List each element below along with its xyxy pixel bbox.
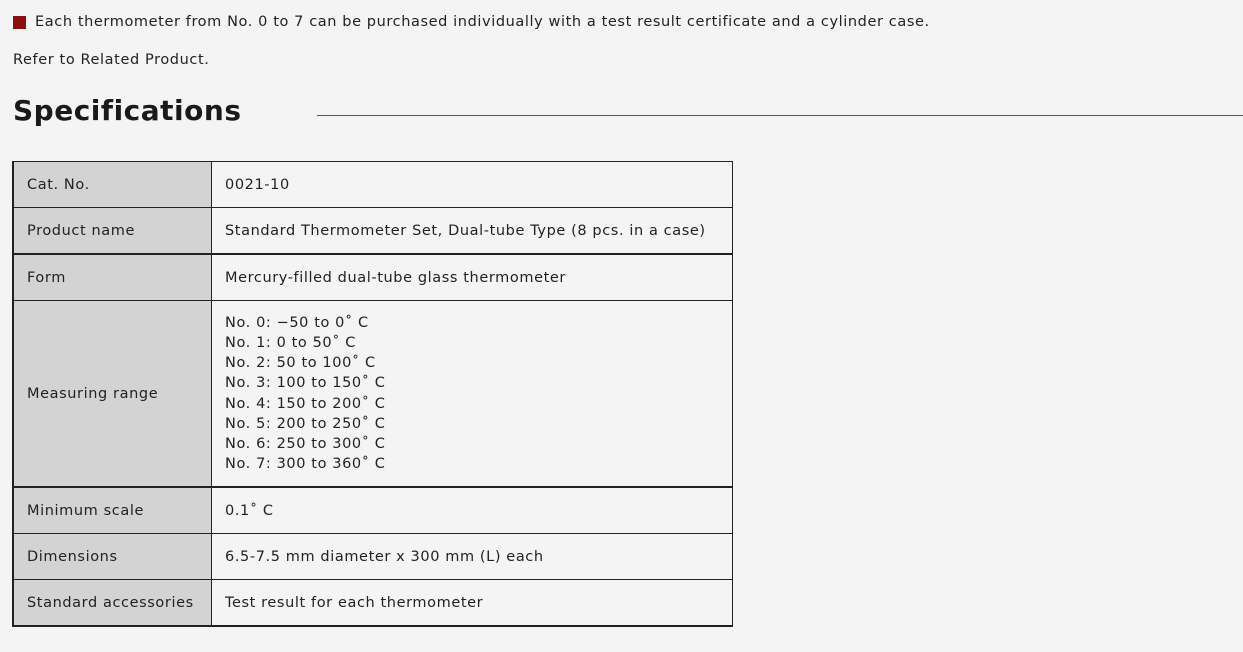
spec-row-form (13, 254, 733, 301)
spec-row-measuring-range (13, 301, 733, 488)
specifications-table (12, 161, 733, 627)
range-line: No. 6: 250 to 300˚ C (225, 435, 386, 452)
range-line: No. 0: −50 to 0˚ C (225, 315, 369, 332)
spec-label: Measuring range (13, 301, 212, 488)
range-line: No. 4: 150 to 200˚ C (225, 395, 386, 412)
spec-label: Product name (13, 208, 212, 255)
related-product-reference: Refer to Related Product. (13, 52, 210, 68)
spec-label: Standard accessories (13, 580, 212, 627)
section-title: Specifications (13, 94, 242, 127)
spec-value: Test result for each thermometer (212, 580, 733, 627)
spec-value: 0021-10 (212, 162, 733, 208)
spec-label: Minimum scale (13, 487, 212, 534)
square-bullet-icon (13, 16, 26, 29)
spec-value-range-list (212, 301, 733, 488)
range-line: No. 7: 300 to 360˚ C (225, 455, 386, 472)
spec-label: Form (13, 254, 212, 301)
section-divider (317, 115, 1243, 116)
range-line: No. 3: 100 to 150˚ C (225, 375, 386, 392)
spec-value: Standard Thermometer Set, Dual-tube Type (8 pcs. in a case) (212, 208, 733, 255)
range-line: No. 5: 200 to 250˚ C (225, 415, 386, 432)
spec-row-minimum-scale (13, 487, 733, 534)
purchase-note (13, 14, 930, 30)
spec-row-cat-no (13, 162, 733, 208)
spec-label: Cat. No. (13, 162, 212, 208)
spec-value: 0.1˚ C (212, 487, 733, 534)
range-line: No. 2: 50 to 100˚ C (225, 355, 376, 372)
spec-value: 6.5-7.5 mm diameter x 300 mm (L) each (212, 534, 733, 580)
spec-row-standard-accessories (13, 580, 733, 627)
range-line: No. 1: 0 to 50˚ C (225, 335, 357, 352)
purchase-note-text: Each thermometer from No. 0 to 7 can be purchased individually with a test result certificate and a cylinder case. (35, 14, 930, 30)
spec-value: Mercury-filled dual-tube glass thermometer (212, 254, 733, 301)
spec-label: Dimensions (13, 534, 212, 580)
spec-row-product-name (13, 208, 733, 255)
spec-row-dimensions (13, 534, 733, 580)
